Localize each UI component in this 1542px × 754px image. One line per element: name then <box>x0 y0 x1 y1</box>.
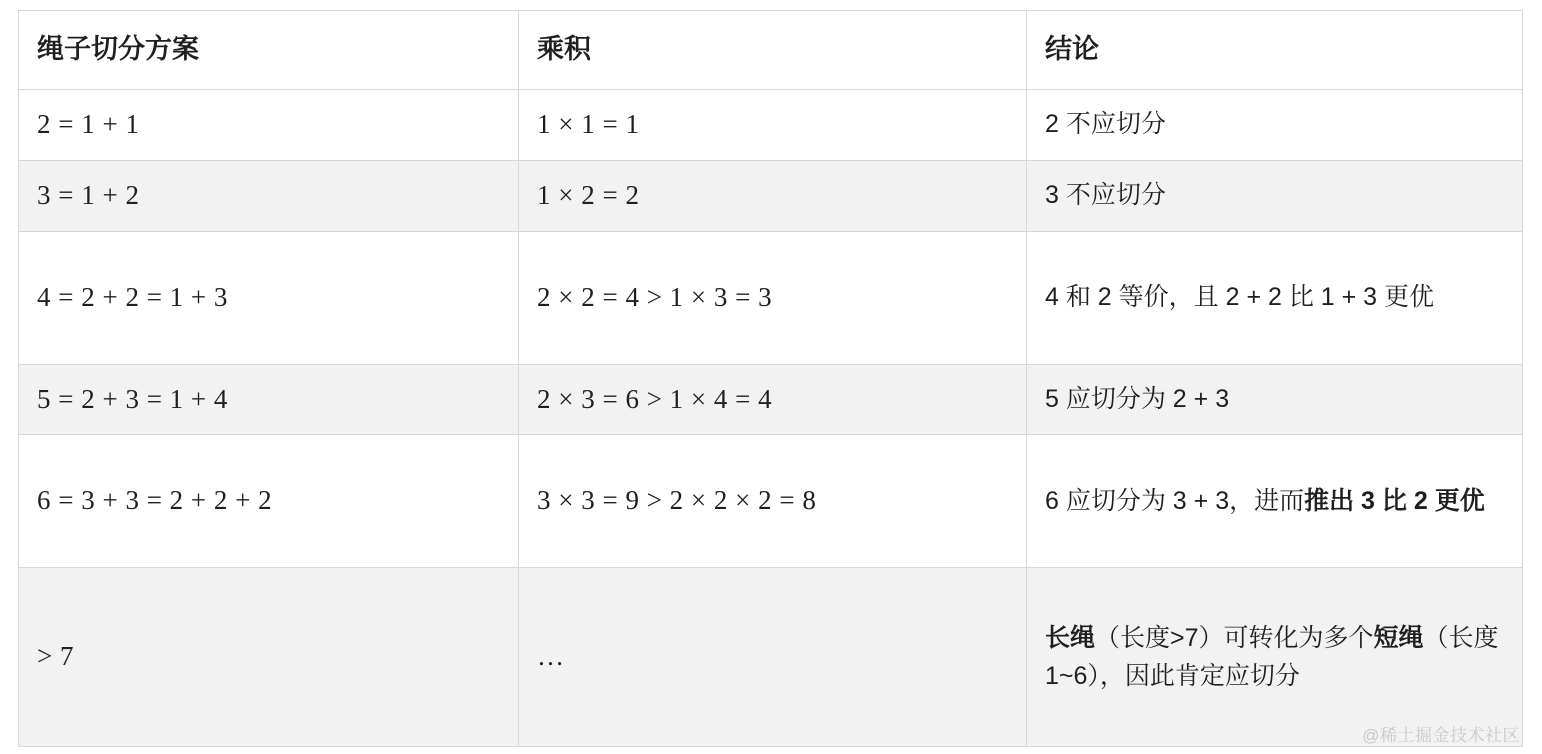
cell-product: 3 × 3 = 9 > 2 × 2 × 2 = 8 <box>519 435 1027 568</box>
cell-product: 1 × 2 = 2 <box>519 160 1027 231</box>
table-row <box>19 435 1523 568</box>
cell-scheme: 5 = 2 + 3 = 1 + 4 <box>19 364 519 435</box>
column-header-product: 乘积 <box>519 11 1027 90</box>
cell-scheme: 3 = 1 + 2 <box>19 160 519 231</box>
cell-product: … <box>519 568 1027 747</box>
cell-product: 2 × 3 = 6 > 1 × 4 = 4 <box>519 364 1027 435</box>
cell-conclusion: 4 和 2 等价，且 2 + 2 比 1 + 3 更优 <box>1027 231 1523 364</box>
conclusion-text-2: （长度1~6），因此肯定应切分 <box>1045 623 1499 691</box>
cell-scheme: 2 = 1 + 1 <box>19 89 519 160</box>
table-body <box>19 89 1523 747</box>
conclusion-text: 6 应切分为 3 + 3，进而 <box>1045 487 1305 515</box>
table-row <box>19 568 1523 747</box>
conclusion-emphasis: 长绳 <box>1045 623 1096 652</box>
cell-scheme: > 7 <box>19 568 519 747</box>
watermark: @稀土掘金技术社区 <box>1362 726 1520 745</box>
cell-conclusion: 5 应切分为 2 + 3 <box>1027 364 1523 435</box>
table-row <box>19 89 1523 160</box>
cell-conclusion: 2 不应切分 <box>1027 89 1523 160</box>
cell-scheme: 6 = 3 + 3 = 2 + 2 + 2 <box>19 435 519 568</box>
table-header <box>19 11 1523 90</box>
table-row <box>19 364 1523 435</box>
cell-scheme: 4 = 2 + 2 = 1 + 3 <box>19 231 519 364</box>
conclusion-text: （长度>7）可转化为多个 <box>1095 623 1374 652</box>
rope-cutting-table <box>18 10 1523 747</box>
conclusion-emphasis: 推出 3 比 2 更优 <box>1304 487 1485 515</box>
table-row <box>19 231 1523 364</box>
column-header-scheme: 绳子切分方案 <box>19 11 519 90</box>
table-row <box>19 160 1523 231</box>
cell-product: 2 × 2 = 4 > 1 × 3 = 3 <box>519 231 1027 364</box>
column-header-conclusion: 结论 <box>1027 11 1523 90</box>
table-header-row <box>19 11 1523 90</box>
conclusion-emphasis-2: 短绳 <box>1373 623 1424 652</box>
cell-product: 1 × 1 = 1 <box>519 89 1027 160</box>
cell-conclusion: 3 不应切分 <box>1027 160 1523 231</box>
cell-conclusion <box>1027 435 1523 568</box>
